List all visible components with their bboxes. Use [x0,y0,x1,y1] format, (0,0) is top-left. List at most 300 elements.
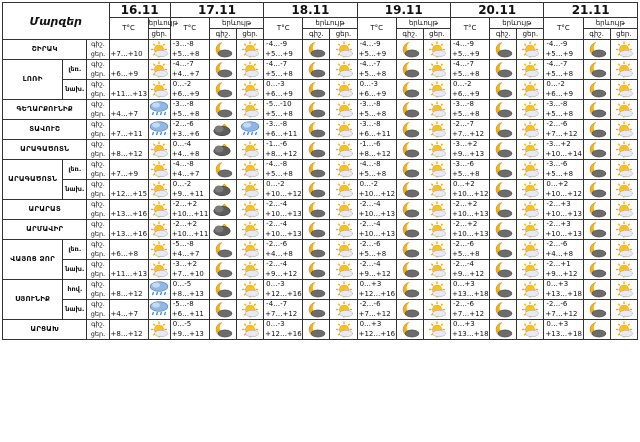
temp-cell [544,220,583,240]
night-temp: -3…+2 [172,260,198,268]
moon-icon [583,240,610,260]
temp-cell [544,300,583,320]
day-temp: +3…+6 [171,129,200,138]
day-temp: +4…+7 [110,109,139,118]
sun-icon [423,200,450,220]
night-temp: 0…-3 [359,80,379,88]
temp-cell [357,160,396,180]
sun-icon [148,160,170,180]
day-temp: +8…+12 [358,149,391,158]
night-temp: -4…-7 [546,60,568,68]
sun-icon [330,220,357,240]
moon-icon [303,200,330,220]
sun-icon [517,260,544,280]
sun-icon [517,300,544,320]
sun-icon [148,200,170,220]
night-temp: -2…-4 [452,260,474,268]
region-name: ԼՈՌԻ [3,60,63,100]
day-label: ցեր. [90,89,106,98]
moon-icon [209,280,236,300]
night-temp [110,280,148,290]
sun-icon [148,220,170,240]
night-temp: -4…-9 [452,40,474,48]
temp-header: T°C [544,18,583,40]
moon-icon [396,120,423,140]
night-temp: -2…+2 [172,200,198,208]
sun-icon [610,280,637,300]
moon-icon [396,280,423,300]
temp-cell [357,260,396,280]
day-temp: +4…+8 [171,149,200,158]
day-temp: +10…+11 [171,229,209,238]
day-temp: +9…+12 [358,269,391,278]
day-label: ցեր. [90,249,106,258]
day-temp: +5…+8 [545,69,574,78]
day-temp: +6…+9 [451,89,480,98]
night-temp: -2…-6 [359,300,381,308]
temp-cell [357,300,396,320]
sun-icon [148,40,170,60]
day-temp: +10…+13 [265,229,302,238]
sun-icon [610,200,637,220]
table-row [3,260,638,280]
night-temp: -2…-4 [266,200,288,208]
temp-cell [170,200,209,220]
moon-icon [583,220,610,240]
rain-icon [237,120,264,140]
temp-cell [544,120,583,140]
night-temp [110,120,148,130]
night-temp [110,240,148,250]
temp-cell [544,280,583,300]
night-temp: -3…-8 [172,100,194,108]
moon-icon [303,100,330,120]
day-label: ցեր. [90,49,106,58]
night-label: գիշ. [91,320,105,328]
moon-icon [583,40,610,60]
temp-cell [170,180,209,200]
day-temp: +7…+10 [171,269,204,278]
temp-header: T°C [450,18,489,40]
night-temp: 0…+2 [546,180,569,188]
day-temp: +4…+7 [171,249,200,258]
day-temp: +12…+16 [265,289,302,298]
temp-cell [544,260,583,280]
sun-icon [517,320,544,340]
moon-icon [396,260,423,280]
sun-icon [423,40,450,60]
day-temp: +8…+12 [110,289,143,298]
sun-icon [330,120,357,140]
sun-icon [237,100,264,120]
night-temp [110,180,148,190]
sun-icon [423,100,450,120]
day-temp: +7…+12 [265,309,298,318]
temp-cell [544,100,583,120]
sun-icon [610,40,637,60]
day-header: ցեր. [330,29,357,40]
day-temp: +6…+9 [110,69,139,78]
table-row [3,100,638,120]
day-temp: +5…+8 [358,69,387,78]
sun-icon [148,60,170,80]
night-temp: -2…-6 [546,120,568,128]
night-temp: -2…-4 [359,260,381,268]
night-temp: -2…-4 [359,220,381,228]
day-label: ցեր. [90,69,106,78]
temp-cell [544,160,583,180]
night-temp [110,100,148,110]
day-temp: +4…+7 [171,169,200,178]
day-temp: +13…+18 [451,329,489,338]
temp-cell [264,80,303,100]
sun-icon [423,60,450,80]
moon-icon [396,200,423,220]
day-temp: +5…+9 [358,49,387,58]
night-temp [110,40,148,50]
time-labels [87,260,109,280]
rain-icon [148,120,170,140]
moon-icon [490,180,517,200]
day-temp: +5…+8 [451,109,480,118]
moon-icon [490,80,517,100]
temp-cell [170,120,209,140]
sun-icon [330,80,357,100]
night-temp: -4…-8 [266,160,288,168]
table-row [3,40,638,60]
night-temp [110,80,148,90]
moon-icon [490,100,517,120]
day-temp: +7…+9 [110,169,139,178]
day-temp: +8…+12 [110,329,143,338]
temp-cell [357,60,396,80]
temp-cell [544,80,583,100]
moon-icon [583,300,610,320]
night-temp: -2…-6 [172,120,194,128]
moon-icon [490,280,517,300]
date-header: 17.11 [170,3,263,18]
moon-icon [396,300,423,320]
temp-cell [357,120,396,140]
day-temp: +7…+10 [110,49,143,58]
sun-icon [517,140,544,160]
cloud-icon [209,200,236,220]
sun-icon [610,220,637,240]
day-label: ցեր. [90,209,106,218]
moon-icon [303,60,330,80]
sun-icon [148,80,170,100]
day-temp: +10…+13 [545,209,582,218]
zone-label: լեռ. [63,240,87,260]
moon-icon [396,80,423,100]
moon-icon [209,260,236,280]
zone-label: նախ. [63,300,87,320]
night-header: գիշ. [490,29,517,40]
date-header: 21.11 [544,3,638,18]
day-header: ցեր. [237,29,264,40]
time-labels [87,320,109,340]
sun-icon [610,60,637,80]
moon-icon [490,120,517,140]
moon-icon [303,280,330,300]
sun-icon [517,240,544,260]
night-label: գիշ. [91,260,105,268]
sun-icon [330,60,357,80]
night-temp: -4…-7 [266,300,288,308]
night-label: գիշ. [91,200,105,208]
moon-icon [583,120,610,140]
sun-icon [330,40,357,60]
night-temp [110,60,148,70]
day-temp: +5…+8 [265,69,293,78]
table-row [3,240,638,260]
sun-icon [237,320,264,340]
night-header: գիշ. [396,29,423,40]
sun-icon [610,180,637,200]
temp-cell [170,320,209,340]
day-temp: +6…+9 [358,89,387,98]
day-temp: +5…+8 [358,169,387,178]
day-temp: +10…+13 [451,209,489,218]
table-row [3,200,638,220]
moon-icon [490,320,517,340]
temp-cell [357,80,396,100]
temp-cell [170,160,209,180]
temp-cell [357,40,396,60]
night-temp: -3…-8 [266,120,288,128]
sun-icon [423,160,450,180]
moon-icon [303,240,330,260]
moon-icon [490,160,517,180]
rain-icon [148,300,170,320]
night-label: գիշ. [91,280,105,288]
moon-icon [583,140,610,160]
day-label: ցեր. [90,229,106,238]
night-temp: -4…-7 [172,60,194,68]
moon-icon [303,300,330,320]
sun-icon [330,180,357,200]
temp-cell [450,280,489,300]
night-temp: -2…-6 [266,240,288,248]
night-temp: 0…-2 [452,80,472,88]
temp-cell [544,320,583,340]
day-temp: +6…+9 [545,89,574,98]
day-temp: +8…+12 [110,149,143,158]
day-temp: +7…+12 [451,309,485,318]
night-label: գիշ. [91,80,105,88]
day-label: ցեր. [90,269,106,278]
moon-icon [209,40,236,60]
day-temp: +5…+8 [451,169,480,178]
day-temp: +11…+13 [110,269,148,278]
temp-cell [170,140,209,160]
day-temp: +12…+16 [358,289,396,298]
night-temp [110,260,148,270]
time-labels [87,300,109,320]
table-row [3,160,638,180]
night-temp: -4…-9 [546,40,568,48]
zone-label: լեռ. [63,160,87,180]
table-row [3,220,638,240]
temp-cell [170,240,209,260]
temp-cell [357,220,396,240]
sun-icon [517,180,544,200]
day-temp: +7…+12 [451,129,485,138]
moon-icon [583,280,610,300]
day-temp: +13…+18 [545,329,582,338]
day-temp: +10…+13 [451,229,489,238]
night-temp: 0…+2 [452,180,475,188]
night-temp: -1…-6 [266,140,288,148]
temp-cell [357,320,396,340]
sun-icon [517,200,544,220]
regions-header: Մարզեր [3,3,110,40]
temp-cell [450,80,489,100]
night-label: գիշ. [91,160,105,168]
sun-icon [423,300,450,320]
sun-icon [148,260,170,280]
temp-cell [450,140,489,160]
day-temp: +13…+18 [451,289,489,298]
sun-icon [237,140,264,160]
day-temp: +10…+11 [171,209,209,218]
time-labels [87,40,109,60]
night-temp [110,320,148,330]
night-label: գիշ. [91,300,105,308]
day-temp: +8…+13 [171,289,204,298]
night-temp: -2…-4 [359,200,381,208]
temp-cell [357,280,396,300]
date-header: 20.11 [450,3,543,18]
temp-cell [450,220,489,240]
temp-cell [450,200,489,220]
day-header: ցեր. [148,29,170,40]
temp-cell [450,60,489,80]
sun-icon [517,120,544,140]
forecast-table [2,2,638,340]
night-temp: -2…+3 [546,200,571,208]
night-temp: -4…-9 [359,40,381,48]
table-row [3,120,638,140]
moon-icon [583,100,610,120]
moon-icon [583,80,610,100]
sun-icon [148,240,170,260]
day-header: ցեր. [610,29,637,40]
temp-cell [264,200,303,220]
day-temp: +7…+12 [545,129,578,138]
night-label: գիշ. [91,120,105,128]
night-temp: -3…-6 [452,160,474,168]
sun-icon [330,260,357,280]
temp-cell [109,220,148,240]
day-temp: +5…+8 [545,169,574,178]
day-temp: +12…+16 [265,329,302,338]
sun-icon [423,120,450,140]
cloud-icon [209,180,236,200]
sun-icon [237,260,264,280]
night-temp: -3…-6 [546,160,568,168]
moon-icon [396,180,423,200]
night-temp: -2…-7 [452,120,474,128]
sun-icon [517,280,544,300]
sun-icon [330,160,357,180]
sun-icon [330,280,357,300]
moon-icon [490,60,517,80]
moon-icon [209,60,236,80]
moon-icon [303,40,330,60]
temp-cell [264,240,303,260]
sun-icon [610,300,637,320]
temp-cell [544,200,583,220]
day-temp: +11…+13 [110,89,148,98]
temp-cell [264,160,303,180]
night-temp: 0…-2 [266,180,285,188]
phenomenon-header: երևույթ [303,18,357,29]
region-name: ԱՐԱԳԱԾՈՏՆ [3,140,87,160]
day-label: ցեր. [90,129,106,138]
night-temp: -3…-8 [359,120,381,128]
phenomenon-header: երևույթ [396,18,450,29]
sun-icon [423,240,450,260]
temp-cell [357,100,396,120]
night-temp: -4…-8 [359,160,381,168]
sun-icon [330,200,357,220]
sun-icon [517,100,544,120]
moon-icon [209,300,236,320]
table-row [3,280,638,300]
region-name: ԱՐԱԳԱԾՈՏՆ [3,160,63,200]
time-labels [87,220,109,240]
day-temp: +6…+11 [265,129,298,138]
day-temp: +9…+12 [545,269,578,278]
moon-icon [209,100,236,120]
night-temp: 0…-2 [359,180,379,188]
day-temp: +7…+12 [358,309,391,318]
day-temp: +10…+13 [545,229,582,238]
day-temp: +6…+9 [171,89,200,98]
zone-label: հով. [63,280,87,300]
sun-icon [237,300,264,320]
temp-cell [109,140,148,160]
sun-icon [423,220,450,240]
temp-cell [264,320,303,340]
day-temp: +5…+8 [171,109,200,118]
sun-icon [517,220,544,240]
region-name: ԱՐԱՐԱՏ [3,200,87,220]
moon-icon [396,320,423,340]
night-header: գիշ. [303,29,330,40]
night-temp: 0…-5 [172,320,192,328]
day-temp: +10…+14 [545,149,582,158]
temp-cell [450,260,489,280]
sun-icon [237,60,264,80]
day-temp: +12…+16 [358,329,396,338]
day-temp: +5…+8 [171,49,200,58]
temp-cell [264,60,303,80]
night-temp: 0…+3 [452,320,475,328]
day-temp: +5…+8 [358,109,387,118]
sun-icon [237,280,264,300]
temp-cell [544,180,583,200]
sun-icon [330,320,357,340]
sun-icon [610,240,637,260]
table-row [3,300,638,320]
day-temp: +12…+15 [110,189,148,198]
temp-cell [450,40,489,60]
moon-icon [583,160,610,180]
temp-cell [544,140,583,160]
moon-icon [303,180,330,200]
